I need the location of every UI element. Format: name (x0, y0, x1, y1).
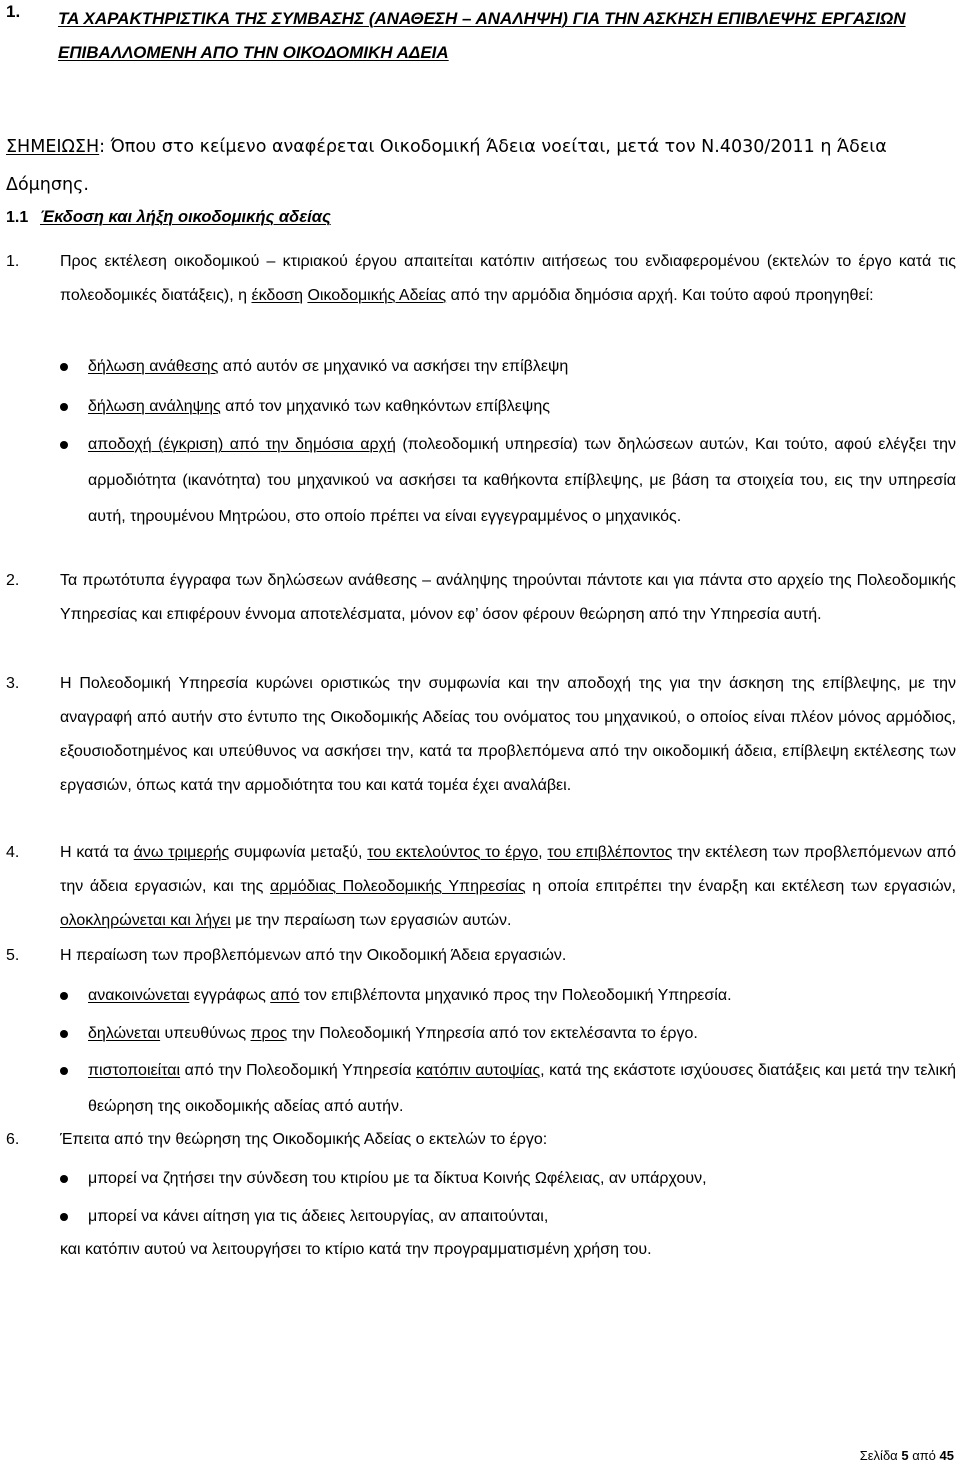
page-label: Σελίδα (859, 1448, 898, 1463)
bullet-item (88, 1053, 956, 1125)
note-paragraph (6, 128, 956, 204)
bullet-icon (60, 1213, 68, 1221)
text-run: με την περαίωση των εργασιών αυτών. (230, 912, 512, 929)
underlined-text: έκδοση (251, 287, 303, 304)
item-2-paragraph: Τα πρωτότυπα έγγραφα των δηλώσεων ανάθεσης – ανάληψης τηρούνται πάντοτε και για πάντα στο αρχείο της Πολεοδομικής Υπηρεσίας και επιφέρουν έννομα αποτελέσματα, μόνον εφ’ όσον φέρουν θεώρηση από την Υπηρεσία αυτή. (60, 572, 956, 623)
section-number: 1. (6, 2, 21, 21)
item-3-paragraph: Η Πολεοδομική Υπηρεσία κυρώνει οριστικώς την συμφωνία και την αποδοχή της για την άσκηση της επίβλεψης, με την αναγραφή από αυτήν στο έντυπο της Οικοδομικής Αδείας του ονόματος του μηχανικού, ο οποίος είναι πλέον μόνος αρμόδιος, εξουσιοδοτημένος και υπεύθυνος να ασκήσει την, κατά τα προβλεπόμενα από την οικοδομική άδεια, επίβλεψη εκτέλεσης των εργασιών, όπως κατά την αρμοδιότητα του και κατά τομέα έχει αναλάβει. (60, 675, 956, 794)
item-number: 4. (6, 844, 20, 861)
item-1-paragraph (60, 245, 956, 313)
underlined-text: προς (250, 1025, 288, 1042)
underlined-text: δήλωση ανάληψης (88, 398, 221, 415)
item-number: 2. (6, 572, 20, 589)
item-6-paragraph: Έπειτα από την θεώρηση της Οικοδομικής Αδείας ο εκτελών το έργο: (60, 1131, 548, 1148)
bullet-item (88, 1016, 956, 1052)
of-label: από (912, 1448, 936, 1463)
underlined-text: από (270, 987, 300, 1004)
bullet-icon (60, 441, 68, 449)
page-footer (860, 1448, 954, 1463)
bullet-icon (60, 1067, 68, 1075)
bullet-icon (60, 403, 68, 411)
item-4-paragraph (60, 836, 956, 938)
subsection-number: 1.1 (6, 209, 29, 226)
subsection-title (6, 208, 331, 227)
text-run: από αυτόν σε μηχανικό να ασκήσει την επίβλεψη (218, 358, 569, 375)
underlined-text: δηλώνεται (88, 1025, 161, 1042)
bullet-item (88, 389, 956, 425)
underlined-text: άνω τριμερής (133, 844, 230, 861)
item-number: 1. (6, 253, 20, 270)
subsection-text: Έκδοση και λήξη οικοδομικής αδείας (40, 208, 331, 226)
text-run: η οποία επιτρέπει την έναρξη και εκτέλεση των εργασιών, (525, 878, 957, 895)
text-run: τον επιβλέποντα μηχανικό προς την Πολεοδομική Υπηρεσία. (299, 987, 732, 1004)
note-label: ΣΗΜΕΙΩΣΗ (6, 137, 100, 157)
text-run: εγγράφως (189, 987, 271, 1004)
item-number: 3. (6, 675, 20, 692)
text-run: Η κατά τα (60, 844, 134, 861)
text-run: συμφωνία μεταξύ, (229, 844, 368, 861)
text-run: από την Πολεοδομική Υπηρεσία (180, 1062, 417, 1079)
underlined-text: του εκτελούντος το έργο (367, 844, 539, 861)
underlined-text: πιστοποιείται (88, 1062, 181, 1079)
bullet-icon (60, 992, 68, 1000)
bullet-icon (60, 1175, 68, 1183)
text-run: υπευθύνως (160, 1025, 251, 1042)
underlined-text: δήλωση ανάθεσης (88, 358, 219, 375)
text-run: , (538, 844, 548, 861)
page-number: 5 (901, 1448, 909, 1463)
underlined-text: αποδοχή (έγκριση) από την δημόσια αρχή (88, 436, 396, 453)
text-run: Προς εκτέλεση οικοδομικού – κτιριακού έργου απαιτείται κατόπιν αιτήσεως του ενδιαφερομένου (εκτελών το έργο κατά τις πολεοδομικές διατάξεις), η (60, 253, 956, 304)
text-run: από την αρμόδια δημόσια αρχή. Και τούτο αφού προηγηθεί: (446, 287, 874, 304)
item-5-paragraph: Η περαίωση των προβλεπόμενων από την Οικοδομική Άδεια εργασιών. (60, 947, 567, 964)
bullet-item (88, 978, 956, 1014)
closing-paragraph: και κατόπιν αυτού να λειτουργήσει το κτίριο κατά την προγραμματισμένη χρήση του. (60, 1241, 652, 1258)
page-total: 45 (939, 1448, 954, 1463)
text-run: (πολεοδομική υπηρεσία) των δηλώσεων αυτών, Και τούτο, αφού ελέγξει την αρμοδιότητα (ικανότητα) του μηχανικού να ασκήσει τα καθήκοντα επίβλεψης, με βάση τα στοιχεία του, εις την υπηρεσία αυτή, τηρουμένου Μητρώου, στο οποίο πρέπει να είναι εγγεγραμμένος ο μηχανικός. (88, 436, 957, 525)
bullet-item: μπορεί να κάνει αίτηση για τις άδειες λειτουργίας, αν απαιτούνται, (88, 1208, 549, 1225)
item-number: 6. (6, 1131, 20, 1148)
underlined-text: Οικοδομικής Αδείας (307, 287, 447, 304)
bullet-icon (60, 363, 68, 371)
underlined-text: του επιβλέποντος (547, 844, 673, 861)
item-number: 5. (6, 947, 20, 964)
text-run: την Πολεοδομική Υπηρεσία από τον εκτελέσαντα το έργο. (287, 1025, 698, 1042)
section-title: ΤΑ ΧΑΡΑΚΤΗΡΙΣΤΙΚΑ ΤΗΣ ΣΥΜΒΑΣΗΣ (ΑΝΑΘΕΣΗ – ΑΝΑΛΗΨΗ) ΓΙΑ ΤΗΝ ΑΣΚΗΣΗ ΕΠΙΒΛΕΨΗΣ ΕΡΓΑΣΙΩΝ ΕΠΙΒΑΛΛΟΜΕΝΗ ΑΠΟ ΤΗΝ ΟΙΚΟΔΟΜΙΚΗ ΑΔΕΙΑ (58, 9, 906, 62)
bullet-icon (60, 1030, 68, 1038)
bullet-item (88, 349, 956, 385)
underlined-text: αρμόδιας Πολεοδομικής Υπηρεσίας (270, 878, 526, 895)
text-run: , κατά της εκάστοτε ισχύουσες διατάξεις και μετά την τελική θεώρηση της οικοδομικής αδείας από αυτήν. (88, 1062, 956, 1115)
underlined-text: κατόπιν αυτοψίας (416, 1062, 541, 1079)
text-run: από τον μηχανικό των καθηκόντων επίβλεψης (220, 398, 550, 415)
bullet-item (88, 427, 956, 535)
underlined-text: ανακοινώνεται (88, 987, 190, 1004)
bullet-item: μπορεί να ζητήσει την σύνδεση του κτιρίου με τα δίκτυα Κοινής Ωφέλειας, αν υπάρχουν, (88, 1170, 707, 1187)
underlined-text: ολοκληρώνεται και λήγει (60, 912, 231, 929)
text-run: την εκτέλεση των προβλεπόμενων από την άδεια εργασιών, και της (60, 844, 957, 895)
note-text: : Όπου στο κείμενο αναφέρεται Οικοδομική Άδεια νοείται, μετά τον Ν.4030/2011 η Άδεια Δόμησης. (6, 137, 887, 195)
